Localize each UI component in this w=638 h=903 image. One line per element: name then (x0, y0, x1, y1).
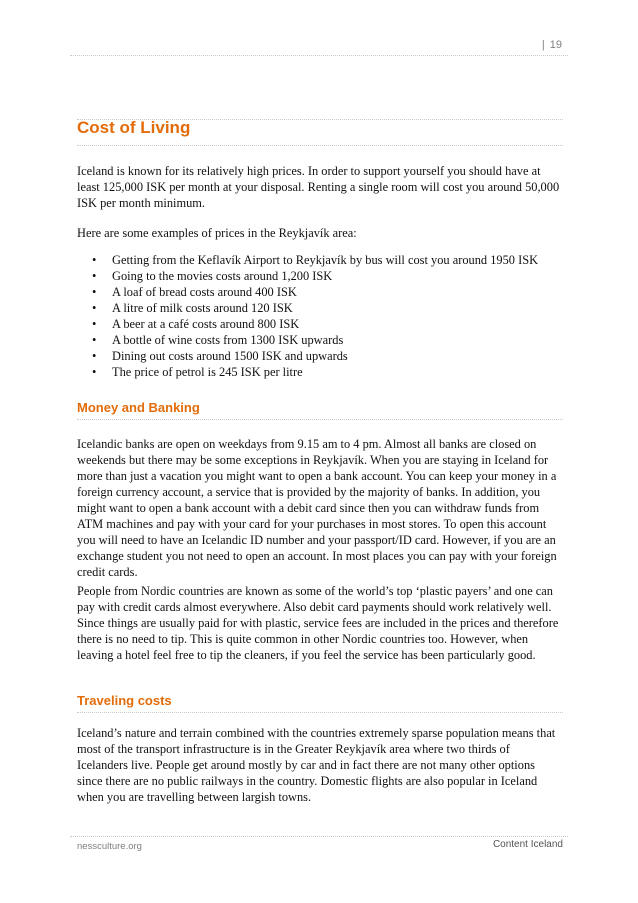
list-item: • Getting from the Keflavík Airport to Reykjavík by bus will cost you around 1950 ISK (92, 253, 539, 267)
list-item: • A beer at a café costs around 800 ISK (92, 317, 300, 331)
page-number: 19 (549, 39, 562, 51)
money-banking-paragraph-2: People from Nordic countries are known as some of the world’s top ‘plastic payers’ and one can pay with credit cards almost everywhere. Also debit card payments should work relatively well. Since things are usually paid for with plastic, service fees are included in the prices and therefore there is no need to tip. This is quite common in other Nordic countries too. However, when leaving a hotel feel free to tip the cleaners, if you feel the service has been particularly good. (77, 584, 559, 662)
heading-divider (77, 419, 563, 420)
list-item: • A loaf of bread costs around 400 ISK (92, 285, 297, 299)
heading-divider (77, 145, 563, 146)
header-separator: | (541, 39, 545, 51)
heading-divider (77, 712, 563, 713)
examples-intro: Here are some examples of prices in the Reykjavík area: (77, 226, 357, 240)
header-divider (70, 55, 568, 56)
list-item: • The price of petrol is 245 ISK per litre (92, 365, 303, 379)
footer-divider (70, 836, 568, 837)
heading-traveling-costs: Traveling costs (77, 693, 172, 708)
heading-cost-of-living: Cost of Living (77, 118, 191, 137)
cost-of-living-intro: Iceland is known for its relatively high prices. In order to support yourself you should have at least 125,000 ISK per month at your disposal. Renting a single room will cost you around 50,000 ISK per month minimum. (77, 164, 560, 210)
bullet: • (92, 317, 97, 331)
list-item: • Dining out costs around 1500 ISK and upwards (92, 349, 348, 363)
bullet: • (92, 365, 97, 379)
bullet: • (92, 285, 97, 299)
money-banking-paragraph-1: Icelandic banks are open on weekdays from 9.15 am to 4 pm. Almost all banks are closed on weekends but there may be some exceptions in Reykjavík. When you are staying in Iceland for more than just a vacation you might want to open a bank account. You can keep your money in a foreign currency account, a service that is provided by the majority of banks. In addition, you might want to open a bank account with a debit card since then you can withdraw funds from ATM machines and pay with your card for your purchases in most stores. To open this account you will need to have an Icelandic ID number and your passport/ID card. However, if you are an exchange student you not need to open an account. In most places you can pay with your foreign credit cards. (77, 437, 557, 579)
bullet: • (92, 349, 97, 363)
bullet: • (92, 301, 97, 315)
page-number-header (542, 39, 562, 51)
bullet: • (92, 333, 97, 347)
bullet: • (92, 253, 97, 267)
footer-section-name: Content Iceland (492, 839, 563, 850)
list-item: • A litre of milk costs around 120 ISK (92, 301, 293, 315)
list-item: • A bottle of wine costs from 1300 ISK upwards (92, 333, 344, 347)
traveling-costs-paragraph: Iceland’s nature and terrain combined with the countries extremely sparse population means that most of the transport infrastructure is in the Greater Reykjavík area where two thirds of Icelanders live. People get around mostly by car and in fact there are not many other options since there are no public railways in the country. Domestic flights are also popular in Iceland when you are travelling between largish towns. (77, 726, 556, 804)
list-item: • Going to the movies costs around 1,200 ISK (92, 269, 333, 283)
price-list (92, 252, 572, 380)
footer-website: nessculture.org (77, 841, 142, 852)
bullet: • (92, 269, 97, 283)
heading-money-and-banking: Money and Banking (77, 400, 200, 415)
